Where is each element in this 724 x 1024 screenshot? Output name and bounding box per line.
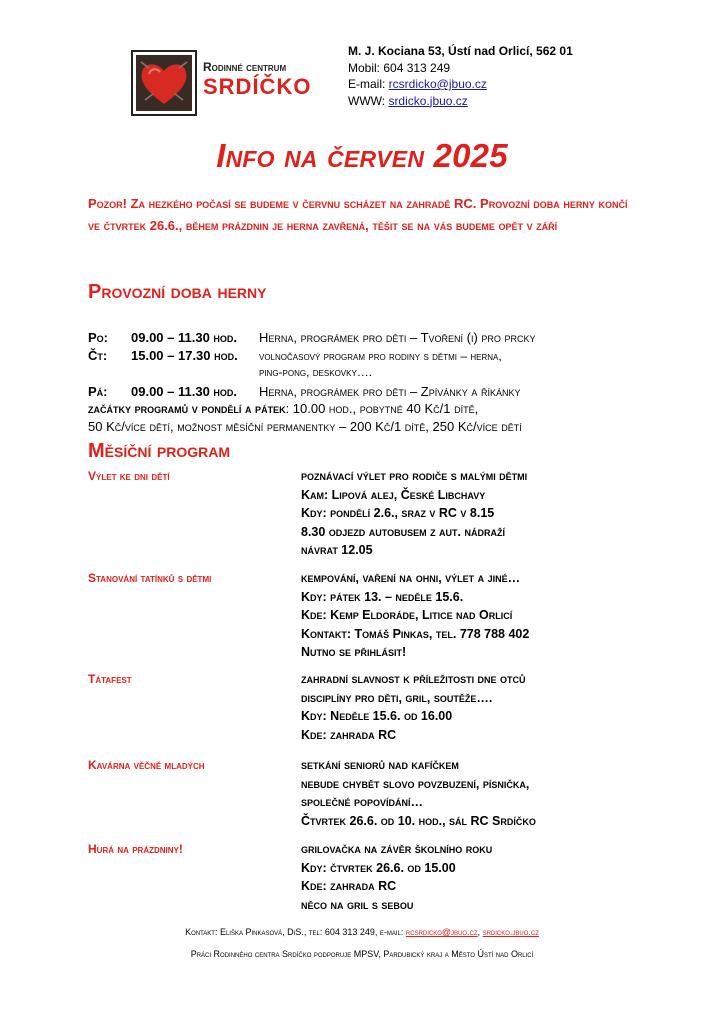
event-line: Kde: zahrada RC — [301, 727, 397, 742]
hours-note-bold: začátky programů v pondělí a pátek — [88, 401, 286, 416]
program-heading: Měsíční program — [88, 440, 231, 462]
event-line: Kde: zahrada RC — [301, 879, 397, 893]
contact-phone: Mobil: 604 313 249 — [348, 60, 451, 75]
contact-address: M. J. Kociana 53, Ústí nad Orlicí, 562 01 — [348, 44, 573, 58]
footer-www-link[interactable]: srdicko.jbuo.cz — [482, 927, 539, 937]
event-name: Tátafest — [88, 672, 132, 686]
hours-row-friday — [88, 383, 521, 401]
notice-paragraph: Pozor! Za hezkého počasí se budeme v červnu scházet na zahradě RC. Provozní doba herny končí ve čtvrtek 26.6., během prázdnin je herna zavřená, těšit se na vás budeme opět v září — [88, 196, 628, 233]
event-line: něco na gril s sebou — [301, 897, 414, 912]
event-line: Kontakt: Tomáš Pinkas, tel. 778 788 402 — [301, 626, 530, 641]
hours-time: 09.00 – 11.30 hod. — [131, 384, 238, 399]
event-details — [301, 840, 492, 914]
event-line: disciplíny pro děti, gril, soutěže…. — [301, 690, 493, 705]
event-details — [301, 467, 527, 560]
event-name: Výlet ke dni dětí — [88, 469, 170, 483]
hours-day: Pá: — [88, 384, 108, 399]
event-line: Kdy: Neděle 15.6. od 16.00 — [301, 709, 453, 723]
event-line: poznávací výlet pro rodiče s malými dětmi — [301, 469, 528, 483]
hours-day: Po: — [88, 330, 109, 345]
contact-block — [348, 43, 573, 109]
logo-line2: SRDÍČKO — [203, 74, 312, 99]
hours-desc: Herna, prográmek pro děti – Tvoření (i) pro prcky — [259, 330, 536, 345]
www-link[interactable]: srdicko.jbuo.cz — [388, 93, 468, 108]
event-line: setkání seniorů nad kafíčkem — [301, 758, 459, 772]
footer-contact-text: Kontakt: Eliška Pinkasová, DiS., tel: 604 313 249, e-mail: — [185, 927, 406, 937]
footer-support: Práci Rodinného centra Srdíčko podporuje MPSV, Pardubický kraj a Město Ústí nad Orlicí — [190, 949, 534, 959]
event-line: Čtvrtek 26.6. od 10. hod., sál RC Srdíčko — [301, 813, 536, 828]
hours-note-2: 50 Kč/více dětí, možnost měsíční permanentky – 200 Kč/1 dítě, 250 Kč/více dětí — [88, 419, 522, 434]
footer-contact — [0, 927, 724, 937]
hours-desc: volnočasový program pro rodiny s dětmi – herna, — [259, 349, 502, 363]
event-line: Kdy: čtvrtek 26.6. od 15.00 — [301, 860, 456, 875]
event-line: Kde: Kemp Eldoráde, Litice nad Orlicí — [301, 608, 513, 622]
event-line: nebude chybět slovo povzbuzení, písnička, — [301, 776, 530, 791]
hours-desc-continued: ping-pong, deskovky…. — [259, 365, 373, 379]
contact-email-row — [348, 76, 573, 93]
logo-line1: Rodinné centrum — [203, 60, 287, 74]
event-line: Nutno se přihlásit! — [301, 645, 407, 659]
event-name: Kavárna věčně mladých — [88, 758, 205, 772]
hours-time: 09.00 – 11.30 hod. — [131, 330, 238, 345]
event-line: Kdy: pátek 13. – neděle 15.6. — [301, 589, 464, 604]
hours-heading: Provozní doba herny — [88, 281, 267, 303]
hours-day: Čt: — [88, 348, 108, 363]
event-line: společné popovídání… — [301, 795, 423, 809]
event-line: kempování, vaření na ohni, výlet a jiné… — [301, 571, 521, 585]
event-line: Kdy: pondělí 2.6., sraz v RC v 8.15 — [301, 506, 495, 520]
event-name: Stanování tatínků s dětmi — [88, 571, 212, 585]
hours-note-1 — [88, 401, 478, 416]
event-details — [301, 569, 529, 662]
event-line: návrat 12.05 — [301, 543, 373, 557]
email-label: E-mail: — [348, 77, 389, 91]
event-line: 8.30 odjezd autobusem z aut. nádraží — [301, 524, 505, 539]
footer-sep: , — [477, 927, 483, 937]
hours-row-monday — [88, 329, 536, 347]
logo — [131, 50, 312, 116]
footer-email-link[interactable]: rcsrdicko@jbuo.cz — [405, 927, 478, 937]
event-details — [301, 670, 526, 744]
page-title: Info na červen 2025 — [216, 137, 508, 174]
hours-desc: Herna, prográmek pro děti – Zpívánky a říkánky — [259, 384, 521, 399]
event-name: Hurá na prázdniny! — [88, 842, 183, 856]
contact-www-row — [348, 93, 573, 110]
event-line: zahradní slavnost k příležitosti dne otců — [301, 672, 526, 686]
event-line: grilovačka na závěr školního roku — [301, 842, 493, 856]
www-label: WWW: — [348, 93, 389, 108]
event-details — [301, 756, 536, 830]
hours-note-rest: : 10.00 hod., pobytné 40 Kč/1 dítě, — [285, 401, 479, 416]
email-link[interactable]: rcsrdicko@jbuo.cz — [388, 77, 487, 91]
event-line: Kam: Lipová alej, České Libchavy — [301, 487, 486, 502]
hours-time: 15.00 – 17.30 hod. — [131, 348, 238, 363]
hours-row-thursday — [88, 347, 502, 365]
